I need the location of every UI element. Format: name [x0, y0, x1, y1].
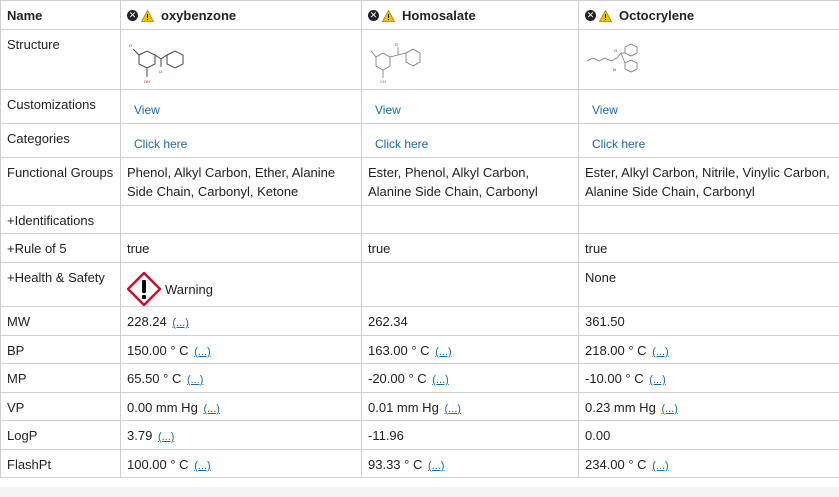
compound-header: [362, 1, 579, 30]
reference-link[interactable]: (...): [649, 374, 666, 386]
row-label: MW: [1, 307, 121, 336]
bp-cell: [362, 336, 579, 364]
logp-value: 3.79: [127, 428, 153, 443]
reference-link[interactable]: (...): [157, 431, 175, 443]
rule-of-5-cell: true: [579, 234, 839, 263]
structure-cell: [579, 30, 839, 90]
functional-groups-row: [1, 158, 839, 206]
reference-link[interactable]: (...): [194, 460, 211, 472]
name-header: Name: [1, 1, 121, 30]
bp-value: 218.00 ° C: [585, 343, 647, 358]
row-label: BP: [1, 336, 121, 364]
mp-cell: [362, 364, 579, 393]
remove-icon[interactable]: ✕: [369, 10, 378, 20]
svg-text:O: O: [159, 69, 163, 74]
svg-text:OH: OH: [144, 79, 150, 84]
mp-value: -10.00 ° C: [585, 371, 644, 386]
logp-row: [1, 421, 839, 450]
svg-text:O: O: [614, 48, 618, 53]
flashpt-value: 234.00 ° C: [585, 457, 647, 472]
flashpt-value: 100.00 ° C: [127, 457, 189, 472]
mw-cell: [121, 307, 362, 336]
mw-cell: [362, 307, 579, 336]
mp-value: -20.00 ° C: [368, 371, 427, 386]
row-label: Categories: [1, 124, 121, 158]
bp-cell: [121, 336, 362, 364]
mw-row: [1, 307, 839, 336]
rule-of-5-cell: true: [121, 234, 362, 263]
svg-text:O: O: [395, 42, 399, 47]
flashpt-cell: [121, 450, 362, 478]
reference-link[interactable]: (...): [444, 403, 461, 415]
identifications-row: [1, 206, 839, 234]
health-safety-cell: [362, 263, 579, 307]
health-safety-cell: None: [579, 263, 839, 307]
vp-row: [1, 393, 839, 421]
functional-groups-cell: Ester, Phenol, Alkyl Carbon, Alanine Side Chain, Carbonyl: [362, 158, 579, 206]
click-here-link[interactable]: Click here: [592, 137, 646, 151]
logp-value: 0.00: [585, 428, 611, 443]
svg-text:CH: CH: [380, 79, 386, 84]
header-row: [1, 1, 839, 30]
warning-triangle-icon: [382, 10, 395, 22]
vp-cell: [362, 393, 579, 421]
bp-cell: [579, 336, 839, 364]
reference-link[interactable]: (...): [652, 460, 669, 472]
reference-link[interactable]: (...): [435, 346, 452, 358]
row-label-expandable[interactable]: +Rule of 5: [1, 234, 121, 263]
reference-link[interactable]: (...): [652, 346, 669, 358]
row-label: Functional Groups: [1, 158, 121, 206]
structure-row: [1, 30, 839, 90]
row-label: Structure: [1, 30, 121, 90]
health-safety-cell: [121, 263, 362, 307]
customizations-cell: [579, 90, 839, 124]
vp-cell: [579, 393, 839, 421]
structure-cell: [362, 30, 579, 90]
vp-value: 0.23 mm Hg: [585, 400, 656, 415]
categories-cell: [121, 124, 362, 158]
oxybenzone-structure-image[interactable]: [127, 41, 187, 87]
categories-row: [1, 124, 839, 158]
warning-triangle-icon: [141, 10, 154, 22]
click-here-link[interactable]: Click here: [134, 137, 188, 151]
row-label: LogP: [1, 421, 121, 450]
compound-header: [579, 1, 839, 30]
mw-value: 262.34: [368, 314, 408, 329]
functional-groups-cell: Phenol, Alkyl Carbon, Ether, Alanine Side Chain, Carbonyl, Ketone: [121, 158, 362, 206]
flashpt-cell: [579, 450, 839, 478]
hazard-label: Warning: [165, 281, 213, 297]
compound-name[interactable]: Octocrylene: [619, 8, 695, 23]
mp-cell: [579, 364, 839, 393]
identifications-cell: [121, 206, 362, 234]
reference-link[interactable]: (...): [194, 346, 211, 358]
mp-row: [1, 364, 839, 393]
bp-value: 150.00 ° C: [127, 343, 189, 358]
categories-cell: [579, 124, 839, 158]
customizations-cell: [362, 90, 579, 124]
reference-link[interactable]: (...): [186, 374, 204, 386]
reference-link[interactable]: (...): [432, 374, 449, 386]
row-label-expandable[interactable]: +Health & Safety: [1, 263, 121, 307]
vp-value: 0.00 mm Hg: [127, 400, 198, 415]
health-safety-row: [1, 263, 839, 307]
customizations-cell: [121, 90, 362, 124]
compound-name[interactable]: oxybenzone: [161, 8, 237, 23]
logp-cell: [579, 421, 839, 450]
reference-link[interactable]: (...): [172, 317, 189, 329]
homosalate-structure-image[interactable]: [368, 41, 428, 87]
logp-value: -11.96: [368, 428, 404, 443]
rule-of-5-row: [1, 234, 839, 263]
categories-cell: [362, 124, 579, 158]
svg-text:N: N: [613, 67, 616, 72]
identifications-cell: [362, 206, 579, 234]
row-label-expandable[interactable]: +Identifications: [1, 206, 121, 234]
row-label: VP: [1, 393, 121, 421]
reference-link[interactable]: (...): [661, 403, 678, 415]
customizations-row: [1, 90, 839, 124]
reference-link[interactable]: (...): [203, 403, 220, 415]
row-label: Customizations: [1, 90, 121, 124]
view-link[interactable]: View: [375, 103, 401, 117]
compound-header: [121, 1, 362, 30]
reference-link[interactable]: (...): [427, 460, 445, 472]
vp-cell: [121, 393, 362, 421]
flashpt-value: 93.33 ° C: [368, 457, 423, 472]
remove-icon[interactable]: ✕: [128, 10, 137, 20]
bp-row: [1, 336, 839, 364]
row-label: MP: [1, 364, 121, 393]
click-here-link[interactable]: Click here: [375, 137, 429, 151]
identifications-cell: [579, 206, 839, 234]
mp-value: 65.50 ° C: [127, 371, 182, 386]
view-link[interactable]: View: [134, 103, 160, 117]
warning-triangle-icon: [599, 10, 612, 22]
bp-value: 163.00 ° C: [368, 343, 430, 358]
logp-cell: [362, 421, 579, 450]
row-label: FlashPt: [1, 450, 121, 478]
mw-value: 361.50: [585, 314, 625, 329]
flashpt-cell: [362, 450, 579, 478]
view-link[interactable]: View: [592, 103, 618, 117]
rule-of-5-cell: true: [362, 234, 579, 263]
octocrylene-structure-image[interactable]: [585, 41, 645, 87]
logp-cell: [121, 421, 362, 450]
mw-value: 228.24: [127, 314, 167, 329]
compound-name[interactable]: Homosalate: [402, 8, 476, 23]
vp-value: 0.01 mm Hg: [368, 400, 439, 415]
svg-text:O: O: [129, 43, 133, 48]
mw-cell: [579, 307, 839, 336]
structure-cell: [121, 30, 362, 90]
ghs-exclamation-icon: [127, 272, 161, 306]
footer-bar: [0, 487, 839, 497]
functional-groups-cell: Ester, Alkyl Carbon, Nitrile, Vinylic Carbon, Alanine Side Chain, Carbonyl: [579, 158, 839, 206]
remove-icon[interactable]: ✕: [586, 10, 595, 20]
flashpt-row: [1, 450, 839, 478]
mp-cell: [121, 364, 362, 393]
